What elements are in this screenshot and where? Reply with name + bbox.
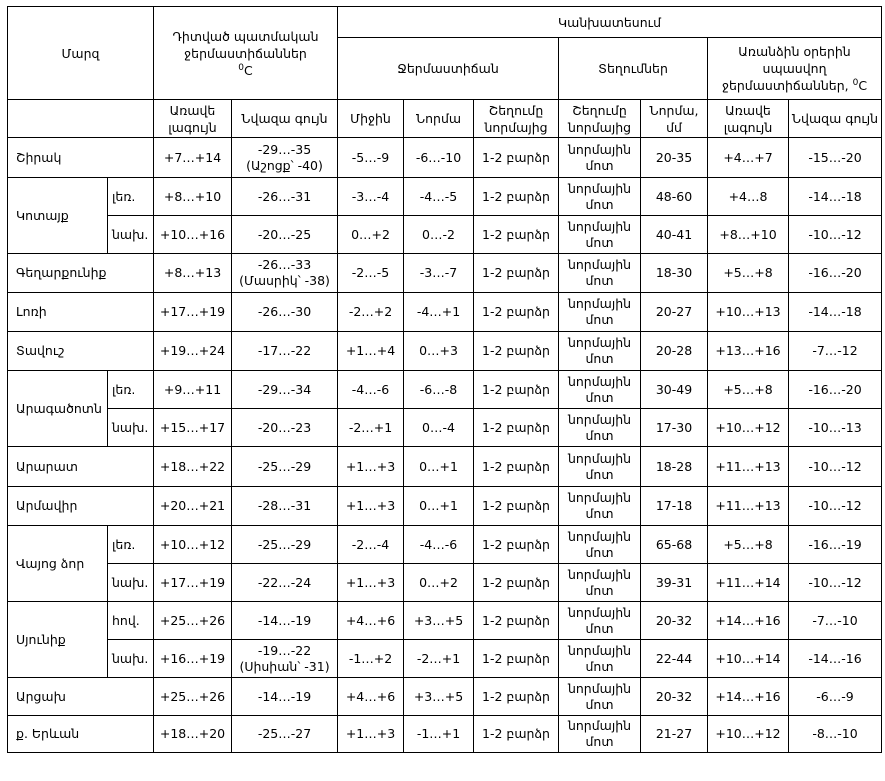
temp-norm-cell: -1…+1 [404, 716, 474, 753]
temp-norm-cell: -4…+1 [404, 293, 474, 332]
precip-deviation-cell: նորմային մոտ [559, 447, 641, 487]
header-temp-avg: Միջին [338, 100, 404, 138]
precip-norm-cell: 65-68 [641, 526, 708, 564]
precip-norm-cell: 18-30 [641, 254, 708, 293]
daily-max-cell: +10…+12 [708, 409, 789, 447]
observed-max-cell: +8…+13 [154, 254, 232, 293]
observed-min-value: -29…-35 [257, 141, 312, 157]
temp-norm-cell: 0…+1 [404, 447, 474, 487]
temp-norm-cell: +3…+5 [404, 678, 474, 716]
header-temp-norm: Նորմա [404, 100, 474, 138]
precip-norm-cell: 30-49 [641, 371, 708, 409]
temp-deviation-cell: 1-2 բարձր [474, 371, 559, 409]
region-name-cell: Շիրակ [8, 138, 154, 178]
temp-avg-cell: -2…-4 [338, 526, 404, 564]
precip-norm-cell: 39-31 [641, 564, 708, 602]
precip-norm-cell: 18-28 [641, 447, 708, 487]
precip-norm-cell: 20-32 [641, 602, 708, 640]
daily-min-cell: -10…-13 [789, 409, 882, 447]
precip-norm-cell: 20-32 [641, 678, 708, 716]
daily-min-cell: -10…-12 [789, 564, 882, 602]
observed-min-value: -26…-33 [257, 257, 312, 272]
daily-max-cell: +10…+12 [708, 716, 789, 753]
header-temp-dev: Շեղումը նորմայից [474, 100, 559, 138]
observed-min-value: -14…-19 [257, 688, 312, 704]
daily-max-cell: +14…+16 [708, 678, 789, 716]
observed-min-value: -20…-23 [257, 419, 312, 435]
observed-max-cell: +8…+10 [154, 178, 232, 216]
precip-deviation-cell: նորմային մոտ [559, 254, 641, 293]
temp-deviation-cell: 1-2 բարձր [474, 526, 559, 564]
table-row [8, 640, 882, 678]
observed-min-value: -26…-31 [257, 188, 312, 204]
observed-min-record-note: (Մասրիկ՝ -38) [239, 273, 330, 288]
observed-min-value: -28…-31 [257, 498, 312, 513]
daily-max-cell: +4…8 [708, 178, 789, 216]
temp-norm-cell: 0…+3 [404, 332, 474, 371]
temp-deviation-cell: 1-2 բարձր [474, 178, 559, 216]
table-row [8, 332, 882, 371]
daily-max-cell: +11…+14 [708, 564, 789, 602]
daily-min-cell: -16…-20 [789, 254, 882, 293]
observed-min-value: -17…-22 [257, 343, 312, 358]
daily-max-cell: +8…+10 [708, 216, 789, 254]
observed-min-value: -14…-19 [257, 612, 312, 628]
precip-deviation-cell: նորմային մոտ [559, 178, 641, 216]
sub-zone-cell: լեռ. [108, 526, 154, 564]
daily-min-cell: -16…-19 [789, 526, 882, 564]
temp-avg-cell: -5…-9 [338, 138, 404, 178]
sub-zone-cell: նախ. [108, 564, 154, 602]
temp-avg-cell: -2…-5 [338, 254, 404, 293]
observed-max-cell: +10…+12 [154, 526, 232, 564]
daily-max-cell: +11…+13 [708, 447, 789, 487]
temp-norm-cell: 0…-4 [404, 409, 474, 447]
temp-norm-cell: 0…-2 [404, 216, 474, 254]
daily-max-cell: +10…+14 [708, 640, 789, 678]
temp-deviation-cell: 1-2 բարձր [474, 564, 559, 602]
daily-min-cell: -15…-20 [789, 138, 882, 178]
header-observed [154, 7, 338, 100]
header-daily-unit: $^0$C [852, 77, 868, 93]
temp-deviation-cell: 1-2 բարձր [474, 409, 559, 447]
temp-avg-cell: +1…+3 [338, 716, 404, 753]
table-body [8, 138, 882, 753]
precip-deviation-cell: նորմային մոտ [559, 564, 641, 602]
table-row [8, 254, 882, 293]
observed-min-value: -20…-25 [257, 226, 312, 242]
header-obs-max: Առավե լագույն [154, 100, 232, 138]
observed-min-cell [232, 640, 338, 678]
region-name-cell: Արմավիր [8, 487, 154, 526]
sub-zone-cell: նախ. [108, 409, 154, 447]
observed-min-cell [232, 409, 338, 447]
header-daily-max: Առավե լագույն [708, 100, 789, 138]
region-name-cell: ք. Երևան [8, 716, 154, 753]
sub-zone-cell: հով. [108, 602, 154, 640]
observed-max-cell: +10…+16 [154, 216, 232, 254]
table-row [8, 602, 882, 640]
temp-deviation-cell: 1-2 բարձր [474, 254, 559, 293]
table-row [8, 216, 882, 254]
precip-norm-cell: 21-27 [641, 716, 708, 753]
daily-min-cell: -14…-16 [789, 640, 882, 678]
temp-avg-cell: +4…+6 [338, 602, 404, 640]
table-row [8, 487, 882, 526]
header-observed-label: Դիտված պատմական ջերմաստիճաններ [172, 28, 319, 61]
temp-norm-cell: -4…-6 [404, 526, 474, 564]
sub-zone-cell: լեռ. [108, 371, 154, 409]
precip-norm-cell: 40-41 [641, 216, 708, 254]
header-obs-min: Նվազա գույն [232, 100, 338, 138]
precip-deviation-cell: նորմային մոտ [559, 640, 641, 678]
header-precip-norm: Նորմա, մմ [641, 100, 708, 138]
daily-min-cell: -6…-9 [789, 678, 882, 716]
observed-max-cell: +19…+24 [154, 332, 232, 371]
temp-deviation-cell: 1-2 բարձր [474, 602, 559, 640]
observed-min-record-note: (Սիսիան՝ -31) [239, 658, 330, 674]
observed-min-value: -25…-29 [257, 458, 312, 474]
table-row [8, 409, 882, 447]
daily-max-cell: +5…+8 [708, 526, 789, 564]
temp-avg-cell: +1…+3 [338, 564, 404, 602]
observed-min-cell [232, 487, 338, 526]
observed-max-cell: +18…+20 [154, 716, 232, 753]
temp-avg-cell: +1…+4 [338, 332, 404, 371]
precip-deviation-cell: նորմային մոտ [559, 332, 641, 371]
header-observed-unit: $^0$C [238, 62, 253, 78]
daily-min-cell: -10…-12 [789, 487, 882, 526]
region-name-cell: Գեղարքունիք [8, 254, 154, 293]
daily-max-cell: +13…+16 [708, 332, 789, 371]
temp-deviation-cell: 1-2 բարձր [474, 487, 559, 526]
precip-norm-cell: 22-44 [641, 640, 708, 678]
daily-min-cell: -7…-10 [789, 602, 882, 640]
daily-min-cell: -16…-20 [789, 371, 882, 409]
precip-norm-cell: 20-28 [641, 332, 708, 371]
temp-deviation-cell: 1-2 բարձր [474, 716, 559, 753]
observed-min-cell [232, 716, 338, 753]
observed-min-cell [232, 371, 338, 409]
observed-max-cell: +9…+11 [154, 371, 232, 409]
daily-min-cell: -14…-18 [789, 293, 882, 332]
temp-avg-cell: -2…+2 [338, 293, 404, 332]
temp-norm-cell: -3…-7 [404, 254, 474, 293]
precip-norm-cell: 17-30 [641, 409, 708, 447]
temp-avg-cell: +1…+3 [338, 447, 404, 487]
daily-max-cell: +5…+8 [708, 254, 789, 293]
table-row [8, 293, 882, 332]
temp-deviation-cell: 1-2 բարձր [474, 216, 559, 254]
precip-deviation-cell: նորմային մոտ [559, 487, 641, 526]
observed-max-cell: +20…+21 [154, 487, 232, 526]
observed-min-cell [232, 138, 338, 178]
daily-min-cell: -7…-12 [789, 332, 882, 371]
temp-avg-cell: -1…+2 [338, 640, 404, 678]
temp-norm-cell: -4…-5 [404, 178, 474, 216]
temp-norm-cell: 0…+1 [404, 487, 474, 526]
observed-min-value: -29…-34 [257, 381, 312, 397]
table-row [8, 716, 882, 753]
header-daily-label: Առանձին օրերին սպասվող ջերմաստիճաններ, [721, 44, 851, 93]
daily-min-cell: -8…-10 [789, 716, 882, 753]
sub-zone-cell: լեռ. [108, 178, 154, 216]
observed-max-cell: +16…+19 [154, 640, 232, 678]
observed-max-cell: +18…+22 [154, 447, 232, 487]
observed-min-cell [232, 254, 338, 293]
temp-norm-cell: -6…-8 [404, 371, 474, 409]
observed-max-cell: +25…+26 [154, 678, 232, 716]
header-temperature: Ջերմաստիճան [338, 38, 559, 100]
observed-min-cell [232, 332, 338, 371]
sub-zone-cell: նախ. [108, 216, 154, 254]
temp-avg-cell: -4…-6 [338, 371, 404, 409]
header-region: Մարզ [8, 7, 154, 100]
precip-norm-cell: 17-18 [641, 487, 708, 526]
temp-deviation-cell: 1-2 բարձր [474, 293, 559, 332]
precip-deviation-cell: նորմային մոտ [559, 526, 641, 564]
observed-min-cell [232, 602, 338, 640]
table-row [8, 678, 882, 716]
table-row [8, 447, 882, 487]
observed-max-cell: +7…+14 [154, 138, 232, 178]
region-name-cell: Սյունիք [8, 602, 108, 678]
temp-avg-cell: -3…-4 [338, 178, 404, 216]
precip-deviation-cell: նորմային մոտ [559, 716, 641, 753]
temp-deviation-cell: 1-2 բարձր [474, 447, 559, 487]
observed-min-value: -22…-24 [257, 574, 312, 590]
temp-norm-cell: +3…+5 [404, 602, 474, 640]
precip-norm-cell: 20-27 [641, 293, 708, 332]
daily-max-cell: +14…+16 [708, 602, 789, 640]
forecast-table-container [7, 6, 885, 753]
temp-avg-cell: 0…+2 [338, 216, 404, 254]
temp-norm-cell: 0…+2 [404, 564, 474, 602]
observed-min-cell [232, 293, 338, 332]
observed-min-record-note: (Աշոցք՝ -40) [246, 157, 323, 173]
header-blank [8, 100, 154, 138]
observed-min-cell [232, 678, 338, 716]
header-forecast: Կանխատեսում [338, 7, 882, 38]
observed-min-value: -19…-22 [257, 642, 312, 658]
observed-max-cell: +17…+19 [154, 564, 232, 602]
region-name-cell: Արարատ [8, 447, 154, 487]
observed-max-cell: +15…+17 [154, 409, 232, 447]
temp-deviation-cell: 1-2 բարձր [474, 332, 559, 371]
precip-deviation-cell: նորմային մոտ [559, 293, 641, 332]
region-name-cell: Լոռի [8, 293, 154, 332]
temp-norm-cell: -2…+1 [404, 640, 474, 678]
temp-avg-cell: +1…+3 [338, 487, 404, 526]
temp-avg-cell: -2…+1 [338, 409, 404, 447]
forecast-table [7, 6, 882, 753]
observed-min-cell [232, 447, 338, 487]
precip-deviation-cell: նորմային մոտ [559, 409, 641, 447]
daily-max-cell: +5…+8 [708, 371, 789, 409]
observed-max-cell: +17…+19 [154, 293, 232, 332]
precip-norm-cell: 20-35 [641, 138, 708, 178]
table-row [8, 564, 882, 602]
temp-deviation-cell: 1-2 բարձր [474, 678, 559, 716]
precip-deviation-cell: նորմային մոտ [559, 371, 641, 409]
observed-min-cell [232, 526, 338, 564]
daily-max-cell: +11…+13 [708, 487, 789, 526]
temp-deviation-cell: 1-2 բարձր [474, 640, 559, 678]
sub-zone-cell: նախ. [108, 640, 154, 678]
table-row [8, 371, 882, 409]
precip-deviation-cell: նորմային մոտ [559, 602, 641, 640]
observed-max-cell: +25…+26 [154, 602, 232, 640]
daily-min-cell: -10…-12 [789, 447, 882, 487]
observed-min-value: -25…-29 [257, 536, 312, 552]
daily-min-cell: -14…-18 [789, 178, 882, 216]
table-row [8, 526, 882, 564]
header-precipitation: Տեղումներ [559, 38, 708, 100]
observed-min-cell [232, 216, 338, 254]
temp-avg-cell: +4…+6 [338, 678, 404, 716]
observed-min-value: -25…-27 [257, 726, 312, 741]
temp-norm-cell: -6…-10 [404, 138, 474, 178]
table-row [8, 138, 882, 178]
observed-min-value: -26…-30 [257, 304, 312, 319]
header-precip-dev: Շեղումը նորմայից [559, 100, 641, 138]
region-name-cell: Տավուշ [8, 332, 154, 371]
daily-max-cell: +4…+7 [708, 138, 789, 178]
observed-min-cell [232, 178, 338, 216]
table-row [8, 178, 882, 216]
region-name-cell: Կոտայք [8, 178, 108, 254]
observed-min-cell [232, 564, 338, 602]
precip-deviation-cell: նորմային մոտ [559, 216, 641, 254]
temp-deviation-cell: 1-2 բարձր [474, 138, 559, 178]
precip-deviation-cell: նորմային մոտ [559, 678, 641, 716]
region-name-cell: Արցախ [8, 678, 154, 716]
daily-max-cell: +10…+13 [708, 293, 789, 332]
header-daily-min: Նվազա գույն [789, 100, 882, 138]
daily-min-cell: -10…-12 [789, 216, 882, 254]
region-name-cell: Արագածոտն [8, 371, 108, 447]
precip-norm-cell: 48-60 [641, 178, 708, 216]
precip-deviation-cell: նորմային մոտ [559, 138, 641, 178]
header-daily-temps [708, 38, 882, 100]
region-name-cell: Վայոց ձոր [8, 526, 108, 602]
